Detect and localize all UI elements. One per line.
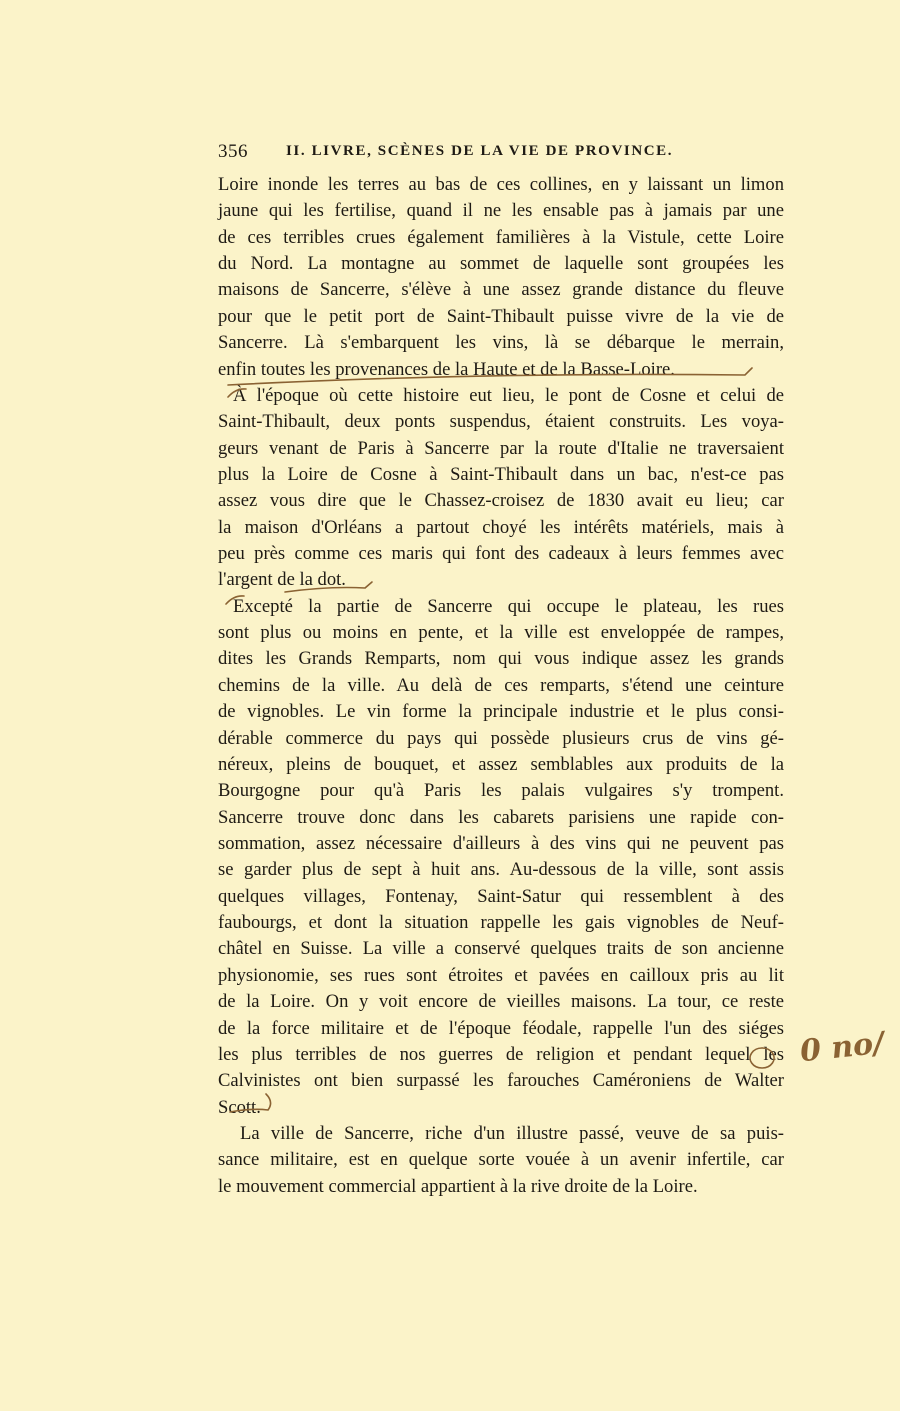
text-line: de la force militaire et de l'époque féodale, rappelle l'un des siéges [218, 1017, 784, 1039]
text-line: La ville de Sancerre, riche d'un illustre passé, veuve de sa puis- [240, 1122, 784, 1144]
text-line: À l'époque où cette histoire eut lieu, le pont de Cosne et celui de [233, 384, 784, 406]
text-line: Excepté la partie de Sancerre qui occupe le plateau, les rues [233, 595, 784, 617]
text-line: plus la Loire de Cosne à Saint-Thibault dans un bac, n'est-ce pas [218, 463, 784, 485]
text-line: sance militaire, est en quelque sorte vouée à un avenir infertile, car [218, 1149, 784, 1171]
handwritten-margin-note: 0 no/ [798, 1025, 886, 1070]
text-line: Loire inonde les terres au bas de ces collines, en y laissant un limon [218, 174, 784, 195]
text-line: peu près comme ces maris qui font des cadeaux à leurs femmes avec [218, 543, 784, 565]
text-line: du Nord. La montagne au sommet de laquelle sont groupées les [218, 253, 784, 275]
text-line: de la Loire. On y voit encore de vieilles maisons. La tour, ce reste [218, 991, 784, 1013]
text-line: Bourgogne pour qu'à Paris les palais vulgaires s'y trompent. [218, 780, 784, 802]
text-line: châtel en Suisse. La ville a conservé quelques traits de son ancienne [218, 938, 784, 960]
text-line: Calvinistes ont bien surpassé les farouches Caméroniens de Walter [218, 1070, 784, 1092]
text-line: quelques villages, Fontenay, Saint-Satur qui ressemblent à des [218, 885, 784, 907]
page-body-text [218, 172, 784, 1200]
text-line: se garder plus de sept à huit ans. Au-dessous de la ville, sont assis [218, 859, 784, 881]
running-head-title: II. LIVRE, SCÈNES DE LA VIE DE PROVINCE. [286, 143, 674, 159]
text-line: dites les Grands Remparts, nom qui vous indique assez les grands [218, 648, 784, 670]
text-line: sommation, assez nécessaire d'ailleurs à des vins qui ne peuvent pas [218, 832, 784, 854]
text-line: dérable commerce du pays qui possède plusieurs crus de vins gé- [218, 727, 784, 749]
text-line: Scott. [218, 1096, 261, 1118]
text-line: de ces terribles crues également familières à la Vistule, cette Loire [218, 226, 784, 248]
text-line: physionomie, ses rues sont étroites et pavées en cailloux pris au lit [218, 964, 784, 986]
text-line: la maison d'Orléans a partout choyé les intérêts matériels, mais à [218, 516, 784, 538]
text-line: Saint-Thibault, deux ponts suspendus, étaient construits. Les voya- [218, 411, 784, 433]
text-line: néreux, pleins de bouquet, et assez semblables aux produits de la [218, 753, 784, 775]
text-line: maisons de Sancerre, s'élève à une assez grande distance du fleuve [218, 279, 784, 301]
text-line: enfin toutes les provenances de la Haute et de la Basse-Loire. [218, 358, 675, 380]
text-line: de vignobles. Le vin forme la principale industrie et le plus consi- [218, 701, 784, 723]
text-line: Sancerre trouve donc dans les cabarets parisiens une rapide con- [218, 806, 784, 828]
text-line: les plus terribles de nos guerres de religion et pendant lequel les [218, 1043, 784, 1065]
text-line: jaune qui les fertilise, quand il ne les ensable pas à jamais par une [218, 200, 784, 222]
text-line: faubourgs, et dont la situation rappelle les gais vignobles de Neuf- [218, 912, 784, 934]
text-line: assez vous dire que le Chassez-croisez de 1830 avait eu lieu; car [218, 490, 784, 512]
text-line: pour que le petit port de Saint-Thibault puisse vivre de la vie de [218, 305, 784, 327]
text-line: geurs venant de Paris à Sancerre par la route d'Italie ne traversaient [218, 437, 784, 459]
page-number: 356 [218, 141, 248, 162]
text-line: sont plus ou moins en pente, et la ville est enveloppée de rampes, [218, 622, 784, 644]
text-line: l'argent de la dot. [218, 569, 346, 591]
text-line: le mouvement commercial appartient à la rive droite de la Loire. [218, 1175, 698, 1197]
text-line: Sancerre. Là s'embarquent les vins, là se débarque le merrain, [218, 332, 784, 354]
text-line: chemins de la ville. Au delà de ces remparts, s'étend une ceinture [218, 674, 784, 696]
running-header [218, 141, 784, 167]
